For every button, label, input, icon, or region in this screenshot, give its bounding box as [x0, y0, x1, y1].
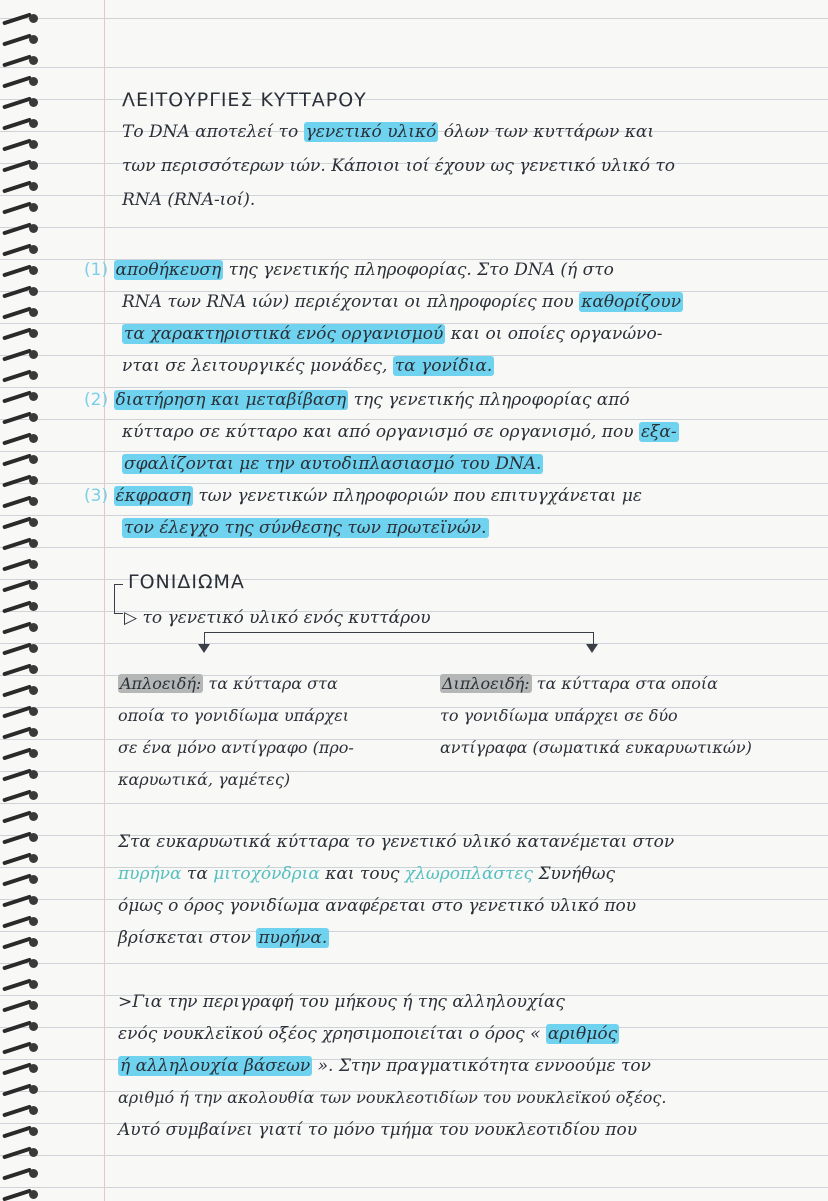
punch-hole — [29, 1064, 38, 1073]
spiral-ring — [2, 1188, 40, 1201]
punch-hole — [29, 728, 38, 737]
spiral-wire — [2, 474, 32, 487]
genome-definition-text: το γενετικό υλικό ενός κυττάρου — [142, 608, 431, 628]
punch-hole — [29, 266, 38, 275]
spiral-ring — [2, 747, 40, 761]
highlight-number: αριθμός — [547, 1024, 618, 1044]
spiral-wire — [2, 789, 32, 802]
punch-hole — [29, 665, 38, 674]
punch-hole — [29, 245, 38, 254]
punch-hole — [29, 770, 38, 779]
intro-line-2: των περισσότερων ιών. Κάποιοι ιοί έχουν ως γενετικό υλικό το — [122, 156, 676, 176]
punch-hole — [29, 1022, 38, 1031]
punch-hole — [29, 14, 38, 23]
haploid-line-4: καρυωτικά, γαμέτες) — [118, 770, 291, 789]
spiral-ring — [2, 600, 40, 614]
spiral-ring — [2, 285, 40, 299]
spiral-wire — [2, 726, 32, 739]
punch-hole — [29, 35, 38, 44]
spiral-ring — [2, 957, 40, 971]
spiral-wire — [2, 348, 32, 361]
punch-hole — [29, 791, 38, 800]
func1-text: RNA των RNA ιών) περιέχονται οι πληροφορίες που — [122, 292, 580, 312]
spiral-ring — [2, 852, 40, 866]
spiral-wire — [2, 327, 32, 340]
spiral-ring — [2, 1125, 40, 1139]
spiral-ring — [2, 1146, 40, 1160]
spiral-wire — [2, 1041, 32, 1054]
spiral-ring — [2, 936, 40, 950]
spiral-wire — [2, 915, 32, 928]
spiral-wire — [2, 873, 32, 886]
spiral-ring — [2, 348, 40, 362]
spiral-ring — [2, 1062, 40, 1076]
spiral-wire — [2, 96, 32, 109]
intro-line-1 — [122, 116, 654, 148]
spiral-wire — [2, 558, 32, 571]
highlight-nucleus: πυρήνα. — [258, 928, 328, 948]
spiral-ring — [2, 579, 40, 593]
spiral-wire — [2, 1104, 32, 1117]
haploid-label: Απλοειδή: — [120, 674, 202, 693]
spiral-wire — [2, 243, 32, 256]
spiral-ring — [2, 138, 40, 152]
haploid-text: τα κύτταρα στα — [203, 674, 338, 693]
punch-hole — [29, 1190, 38, 1199]
spiral-ring — [2, 54, 40, 68]
punch-hole — [29, 1106, 38, 1115]
highlight-storage: αποθήκευση — [115, 260, 222, 280]
spiral-wire — [2, 117, 32, 130]
spiral-wire — [2, 852, 32, 865]
punch-hole — [29, 98, 38, 107]
margin-line — [104, 0, 105, 1201]
spiral-wire — [2, 894, 32, 907]
punch-hole — [29, 308, 38, 317]
highlight-expression: έκφραση — [115, 486, 191, 506]
spiral-ring — [2, 12, 40, 26]
func3-number: (3) — [84, 486, 109, 506]
punch-hole — [29, 1127, 38, 1136]
spiral-wire — [2, 495, 32, 508]
spiral-ring — [2, 1020, 40, 1034]
highlight-replication: σφαλίζονται με την αυτοδιπλασιασμό του DNA. — [124, 454, 542, 474]
punch-hole — [29, 1148, 38, 1157]
page-title: ΛΕΙΤΟΥΡΓΙΕΣ ΚΥΤΤΑΡΟΥ — [122, 89, 367, 111]
punch-hole — [29, 749, 38, 758]
spiral-ring — [2, 1167, 40, 1181]
spiral-ring — [2, 873, 40, 887]
diploid-line-3: αντίγραφα (σωματικά ευκαρυωτικών) — [440, 738, 752, 757]
spiral-ring — [2, 327, 40, 341]
branch-connector — [204, 632, 594, 647]
spiral-ring — [2, 831, 40, 845]
spiral-wire — [2, 810, 32, 823]
spiral-wire — [2, 999, 32, 1012]
spiral-wire — [2, 537, 32, 550]
arrow-down-icon — [198, 644, 210, 653]
spiral-ring — [2, 411, 40, 425]
func2-text: της γενετικής πληροφορίας από — [348, 390, 630, 410]
highlight-protein-control: τον έλεγχο της σύνθεσης των πρωτεϊνών. — [124, 518, 487, 538]
highlight-determine: καθορίζουν — [581, 292, 682, 312]
spiral-ring — [2, 180, 40, 194]
spiral-ring — [2, 558, 40, 572]
punch-hole — [29, 539, 38, 548]
spiral-ring — [2, 474, 40, 488]
haploid-line-1 — [118, 668, 338, 700]
genome-definition: ▷ το γενετικό υλικό ενός κυττάρου — [124, 608, 431, 628]
punch-hole — [29, 980, 38, 989]
punch-hole — [29, 875, 38, 884]
diploid-label: Διπλοειδή: — [442, 674, 530, 693]
spiral-wire — [2, 936, 32, 949]
spiral-wire — [2, 411, 32, 424]
punch-hole — [29, 812, 38, 821]
spiral-ring — [2, 96, 40, 110]
mitochondria-term: μιτοχόνδρια — [213, 864, 320, 884]
diploid-text: τα κύτταρα στα οποία — [531, 674, 718, 693]
arrow-down-icon — [586, 644, 598, 653]
func2-line-2 — [122, 416, 679, 448]
punch-hole — [29, 161, 38, 170]
length-text: ». Στην πραγματικότητα εννοούμε τον — [312, 1056, 652, 1076]
punch-hole — [29, 854, 38, 863]
highlight-genes: τα γονίδια. — [394, 356, 493, 376]
punch-hole — [29, 119, 38, 128]
spiral-wire — [2, 12, 32, 25]
func1-text: νται σε λειτουργικές μονάδες, — [122, 356, 393, 376]
eukaryote-text: βρίσκεται στον — [118, 928, 257, 948]
spiral-ring — [2, 33, 40, 47]
spiral-wire — [2, 579, 32, 592]
spiral-wire — [2, 285, 32, 298]
spiral-wire — [2, 222, 32, 235]
length-line-3 — [118, 1050, 651, 1082]
func2-text: κύτταρο σε κύτταρο και από οργανισμό σε οργανισμό, που — [122, 422, 639, 442]
highlight-base-sequence: ή αλληλουχία βάσεων — [120, 1056, 311, 1076]
punch-hole — [29, 224, 38, 233]
eukaryote-text: και τους — [319, 864, 405, 884]
spiral-wire — [2, 705, 32, 718]
spiral-ring — [2, 243, 40, 257]
punch-hole — [29, 1085, 38, 1094]
punch-hole — [29, 833, 38, 842]
punch-hole — [29, 623, 38, 632]
spiral-wire — [2, 1062, 32, 1075]
spiral-wire — [2, 54, 32, 67]
spiral-wire — [2, 1083, 32, 1096]
spiral-ring — [2, 1104, 40, 1118]
punch-hole — [29, 896, 38, 905]
punch-hole — [29, 392, 38, 401]
punch-hole — [29, 1001, 38, 1010]
spiral-wire — [2, 663, 32, 676]
punch-hole — [29, 497, 38, 506]
spiral-wire — [2, 453, 32, 466]
spiral-wire — [2, 957, 32, 970]
spiral-binding — [0, 0, 46, 1201]
spiral-ring — [2, 222, 40, 236]
spiral-wire — [2, 33, 32, 46]
punch-hole — [29, 329, 38, 338]
spiral-ring — [2, 1041, 40, 1055]
spiral-wire — [2, 747, 32, 760]
punch-hole — [29, 413, 38, 422]
length-line-4: αριθμό ή την ακολουθία των νουκλεοτιδίων του νουκλεϊκού οξέος. — [118, 1088, 667, 1107]
spiral-wire — [2, 1167, 32, 1180]
spiral-wire — [2, 600, 32, 613]
punch-hole — [29, 707, 38, 716]
eukaryote-line-3: όμως ο όρος γονιδίωμα αναφέρεται στο γενετικό υλικό που — [118, 896, 637, 916]
length-text: ενός νουκλεϊκού οξέος χρησιμοποιείται ο όρος « — [118, 1024, 546, 1044]
spiral-ring — [2, 75, 40, 89]
func1-line-4 — [122, 350, 494, 382]
func2-line-1 — [84, 384, 630, 416]
spiral-ring — [2, 264, 40, 278]
intro-text: όλων των κυττάρων και — [438, 122, 655, 142]
spiral-wire — [2, 201, 32, 214]
intro-line-3: RNA (RNA-ιοί). — [122, 190, 256, 210]
spiral-ring — [2, 369, 40, 383]
eukaryote-line-2 — [118, 858, 615, 890]
spiral-wire — [2, 978, 32, 991]
spiral-wire — [2, 1125, 32, 1138]
spiral-wire — [2, 831, 32, 844]
spiral-wire — [2, 642, 32, 655]
func2-number: (2) — [84, 390, 109, 410]
spiral-ring — [2, 1083, 40, 1097]
punch-hole — [29, 959, 38, 968]
intro-text: Το DNA αποτελεί το — [122, 122, 304, 142]
spiral-ring — [2, 789, 40, 803]
nucleus-term: πυρήνα — [118, 864, 182, 884]
spiral-ring — [2, 537, 40, 551]
punch-hole — [29, 476, 38, 485]
length-line-5: Αυτό συμβαίνει γιατί το μόνο τμήμα του νουκλεοτιδίου που — [118, 1120, 638, 1140]
spiral-ring — [2, 453, 40, 467]
punch-hole — [29, 518, 38, 527]
length-line-1: >Για την περιγραφή του μήκους ή της αλληλουχίας — [118, 992, 565, 1012]
spiral-ring — [2, 642, 40, 656]
spiral-wire — [2, 138, 32, 151]
punch-hole — [29, 602, 38, 611]
diploid-line-1 — [440, 668, 718, 700]
spiral-wire — [2, 1146, 32, 1159]
spiral-wire — [2, 621, 32, 634]
spiral-ring — [2, 663, 40, 677]
spiral-ring — [2, 516, 40, 530]
bracket-arrow — [114, 584, 123, 614]
spiral-ring — [2, 684, 40, 698]
punch-hole — [29, 182, 38, 191]
punch-hole — [29, 1169, 38, 1178]
spiral-ring — [2, 726, 40, 740]
func1-line-1 — [84, 254, 614, 286]
genome-heading: ΓΟΝΙΔΙΩΜΑ — [128, 571, 245, 593]
spiral-wire — [2, 369, 32, 382]
func1-text: και οι οποίες οργανώνο- — [445, 324, 663, 344]
eukaryote-line-4 — [118, 922, 329, 954]
highlight-genetic-material: γενετικό υλικό — [305, 122, 437, 142]
length-line-2 — [118, 1018, 619, 1050]
spiral-ring — [2, 705, 40, 719]
punch-hole — [29, 560, 38, 569]
highlight-preservation: διατήρηση και μεταβίβαση — [115, 390, 347, 410]
spiral-ring — [2, 159, 40, 173]
highlight-secured: εξα- — [640, 422, 677, 442]
punch-hole — [29, 686, 38, 695]
spiral-wire — [2, 1020, 32, 1033]
punch-hole — [29, 140, 38, 149]
punch-hole — [29, 434, 38, 443]
spiral-wire — [2, 1188, 32, 1201]
func3-line-1 — [84, 480, 642, 512]
punch-hole — [29, 917, 38, 926]
punch-hole — [29, 938, 38, 947]
punch-hole — [29, 56, 38, 65]
spiral-ring — [2, 306, 40, 320]
punch-hole — [29, 581, 38, 590]
func1-line-3 — [122, 318, 663, 350]
punch-hole — [29, 1043, 38, 1052]
spiral-wire — [2, 264, 32, 277]
func1-line-2 — [122, 286, 683, 318]
highlight-characteristics: τα χαρακτηριστικά ενός οργανισμού — [124, 324, 444, 344]
eukaryote-text: τα — [181, 864, 214, 884]
func2-line-3 — [122, 448, 543, 480]
eukaryote-line-1: Στα ευκαρυωτικά κύτταρα το γενετικό υλικό κατανέμεται στον — [118, 832, 675, 852]
spiral-wire — [2, 180, 32, 193]
spiral-wire — [2, 159, 32, 172]
spiral-ring — [2, 201, 40, 215]
spiral-wire — [2, 768, 32, 781]
spiral-wire — [2, 306, 32, 319]
spiral-wire — [2, 684, 32, 697]
spiral-ring — [2, 432, 40, 446]
func3-text: των γενετικών πληροφοριών που επιτυγχάνεται με — [192, 486, 643, 506]
punch-hole — [29, 371, 38, 380]
haploid-line-3: σε ένα μόνο αντίγραφο (προ- — [118, 738, 354, 757]
spiral-ring — [2, 999, 40, 1013]
chloroplasts-term: χλωροπλάστες — [404, 864, 534, 884]
punch-hole — [29, 203, 38, 212]
spiral-wire — [2, 516, 32, 529]
spiral-wire — [2, 390, 32, 403]
spiral-ring — [2, 768, 40, 782]
func3-line-2 — [122, 512, 489, 544]
punch-hole — [29, 77, 38, 86]
spiral-wire — [2, 432, 32, 445]
func1-text: της γενετικής πληροφορίας. Στο DNA (ή στο — [223, 260, 614, 280]
spiral-ring — [2, 810, 40, 824]
eukaryote-text: Συνήθως — [533, 864, 615, 884]
spiral-ring — [2, 915, 40, 929]
spiral-wire — [2, 75, 32, 88]
haploid-line-2: οποία το γονιδίωμα υπάρχει — [118, 706, 349, 725]
spiral-ring — [2, 117, 40, 131]
punch-hole — [29, 287, 38, 296]
punch-hole — [29, 644, 38, 653]
spiral-ring — [2, 621, 40, 635]
spiral-ring — [2, 894, 40, 908]
spiral-ring — [2, 390, 40, 404]
func1-number: (1) — [84, 260, 109, 280]
punch-hole — [29, 455, 38, 464]
punch-hole — [29, 350, 38, 359]
spiral-ring — [2, 978, 40, 992]
diploid-line-2: το γονιδίωμα υπάρχει σε δύο — [440, 706, 678, 725]
spiral-ring — [2, 495, 40, 509]
